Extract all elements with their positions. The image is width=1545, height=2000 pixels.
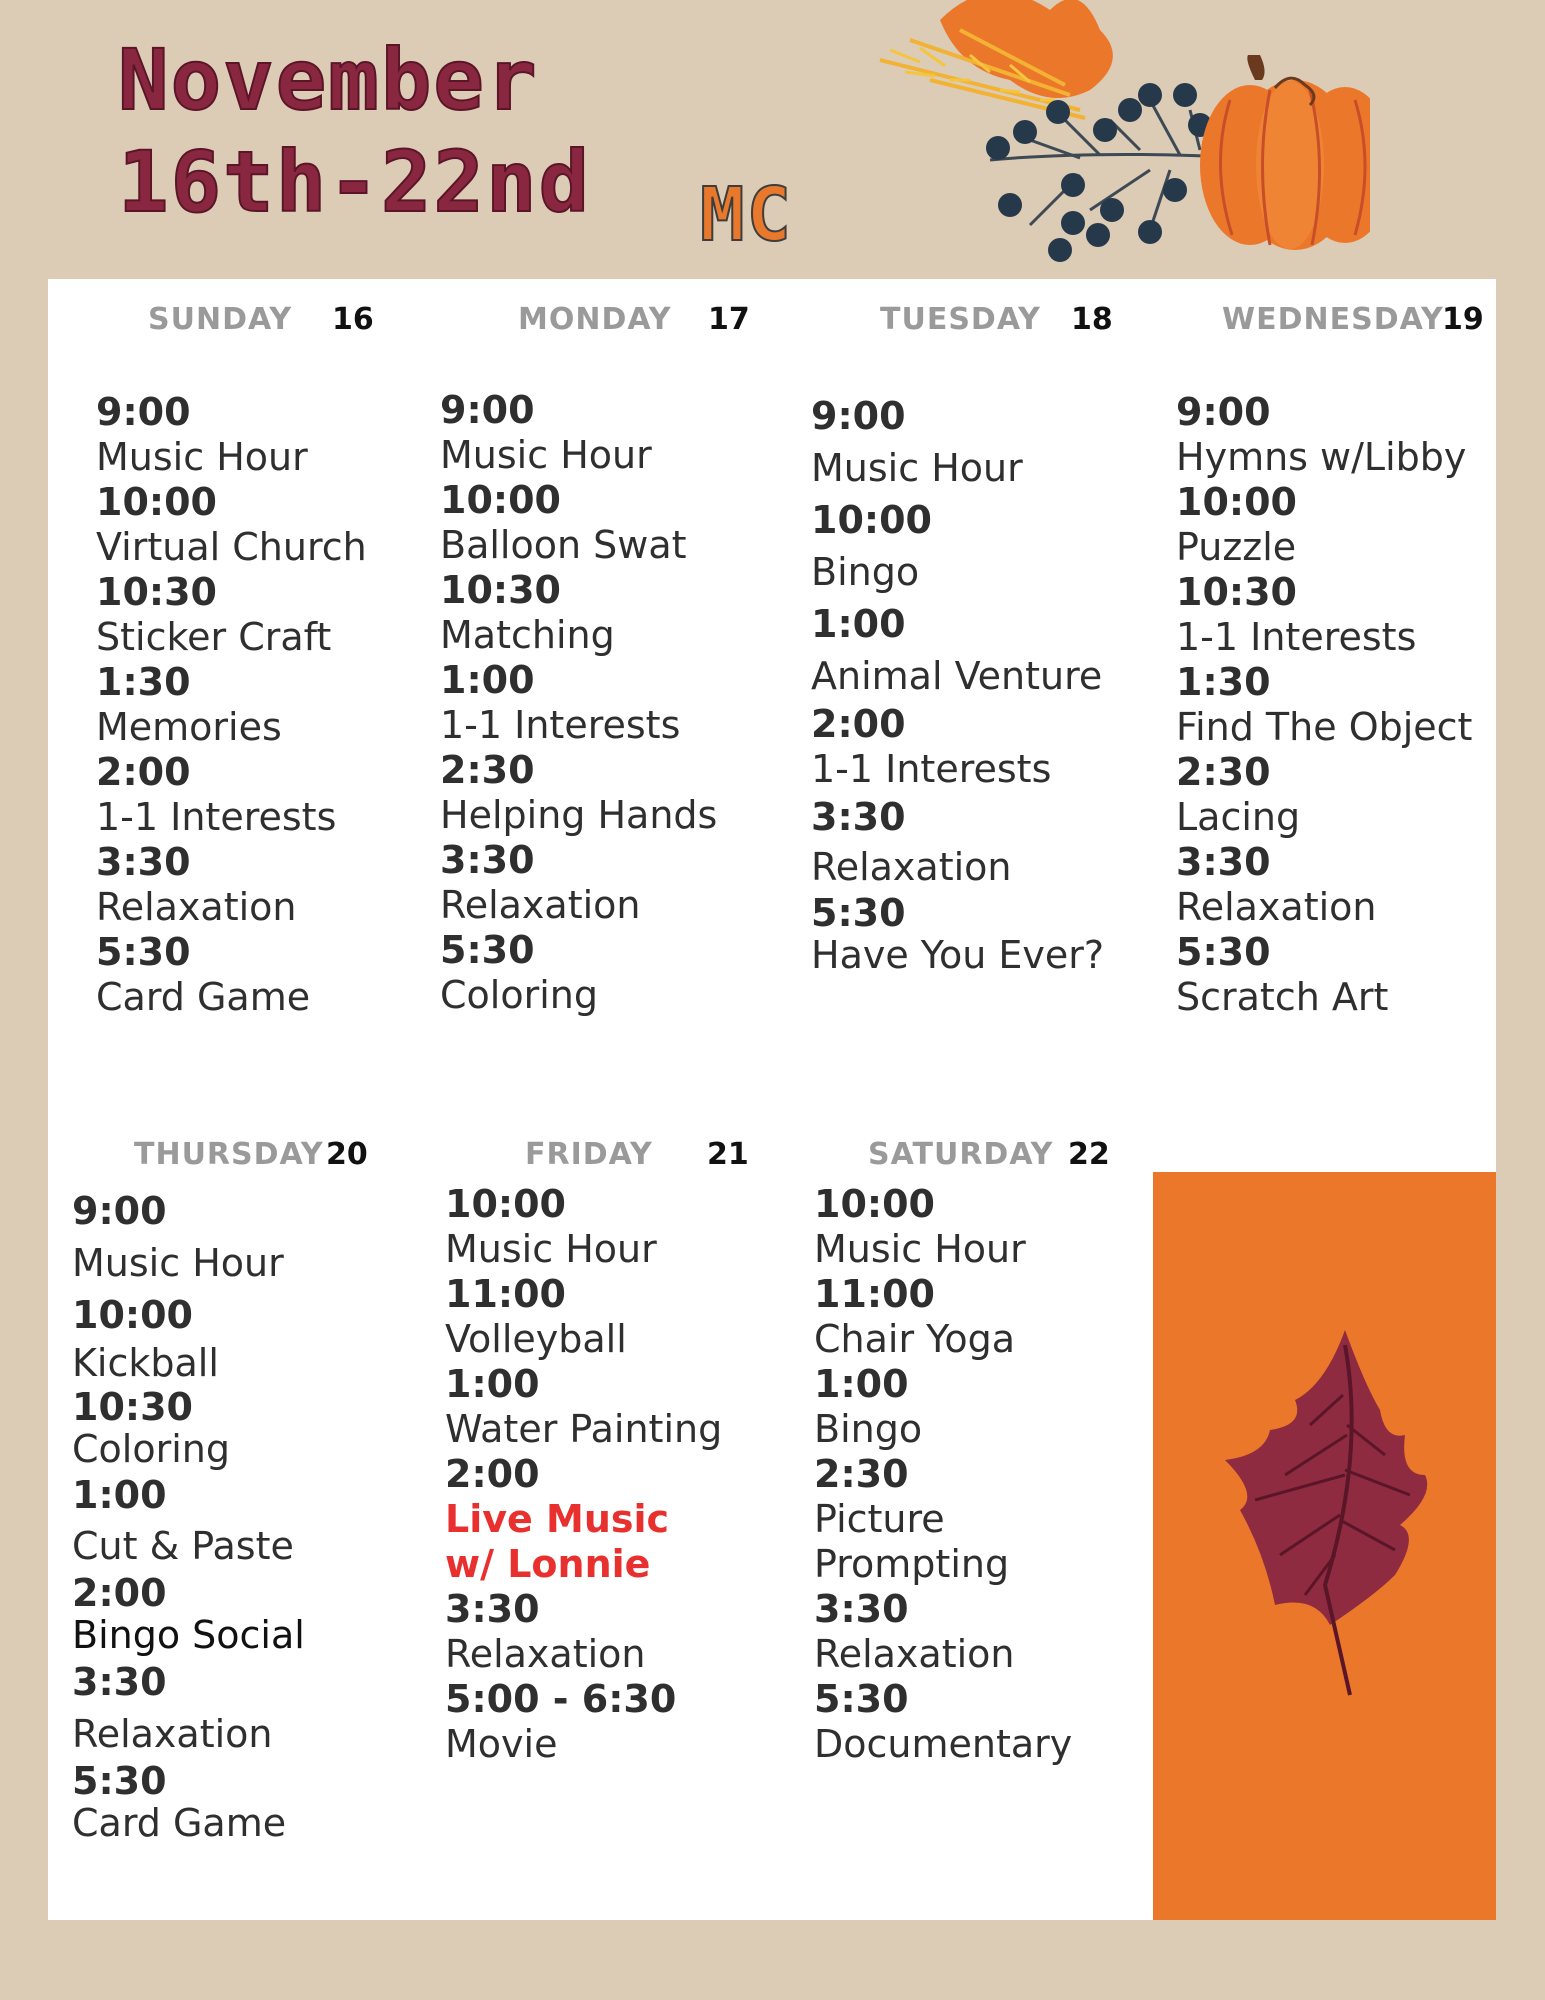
event-time: 5:30 (96, 930, 191, 974)
event-activity: Puzzle (1176, 525, 1297, 569)
event-activity: Coloring (72, 1427, 230, 1471)
event-time: 10:00 (445, 1182, 566, 1226)
event-time: 5:00 - 6:30 (445, 1677, 677, 1721)
day-date-saturday: 22 (1068, 1137, 1110, 1172)
schedule-monday (440, 388, 717, 1018)
mc-logo: MC (700, 172, 794, 258)
event-time: 3:30 (445, 1587, 540, 1631)
event-activity: Relaxation (440, 883, 641, 927)
event-time: 11:00 (445, 1272, 566, 1316)
event-time: 1:00 (72, 1473, 167, 1517)
event-activity: Music Hour (814, 1227, 1026, 1271)
event-time: 3:30 (72, 1660, 167, 1704)
event-time: 2:00 (445, 1452, 540, 1496)
event-activity: 1-1 Interests (1176, 615, 1417, 659)
event-activity: Lacing (1176, 795, 1301, 839)
event-activity: Chair Yoga (814, 1317, 1015, 1361)
autumn-decoration (850, 0, 1370, 280)
event-activity: Coloring (440, 973, 598, 1017)
event-activity: Hymns w/Libby (1176, 435, 1467, 479)
event-activity: 1-1 Interests (96, 795, 337, 839)
event-time: 1:30 (1176, 660, 1271, 704)
day-date-wednesday: 19 (1442, 302, 1484, 337)
event-activity: Kickball (72, 1341, 219, 1385)
day-name-thursday: THURSDAY (134, 1137, 324, 1172)
event-time: 5:30 (1176, 930, 1271, 974)
event-activity: Music Hour (445, 1227, 657, 1271)
schedule-sunday (96, 390, 367, 1020)
schedule-tuesday (811, 390, 1104, 976)
event-activity: Bingo (811, 550, 920, 594)
title-line-2: 16th-22nd (118, 133, 592, 231)
event-activity: Relaxation (811, 845, 1012, 889)
event-activity: Picture Prompting (814, 1497, 1010, 1586)
event-time: 3:30 (96, 840, 191, 884)
title-line-1: November (118, 31, 539, 129)
day-name-tuesday: TUESDAY (880, 302, 1041, 337)
event-time: 1:00 (440, 658, 535, 702)
event-activity: Bingo Social (72, 1613, 305, 1657)
event-time: 1:00 (445, 1362, 540, 1406)
event-activity: Relaxation (1176, 885, 1377, 929)
event-activity: Cut & Paste (72, 1524, 294, 1568)
day-date-sunday: 16 (332, 302, 374, 337)
event-time: 5:30 (811, 891, 906, 935)
event-time: 9:00 (440, 388, 535, 432)
event-time: 2:30 (440, 748, 535, 792)
event-time: 9:00 (811, 394, 906, 438)
event-activity: Have You Ever? (811, 933, 1105, 977)
event-time: 3:30 (814, 1587, 909, 1631)
event-time: 5:30 (440, 928, 535, 972)
event-time: 3:30 (811, 795, 906, 839)
event-activity: Scratch Art (1176, 975, 1389, 1019)
event-time: 1:00 (814, 1362, 909, 1406)
event-time: 3:30 (440, 838, 535, 882)
event-activity: 1-1 Interests (440, 703, 681, 747)
event-activity: Relaxation (96, 885, 297, 929)
event-activity-highlight: Live Music w/ Lonnie (445, 1497, 670, 1586)
schedule-thursday (72, 1185, 305, 1844)
event-time: 11:00 (814, 1272, 935, 1316)
event-activity: Relaxation (72, 1712, 273, 1756)
event-activity: Bingo (814, 1407, 923, 1451)
event-time: 2:00 (72, 1571, 167, 1615)
leaf-icon (1225, 1325, 1435, 1705)
event-time: 10:30 (96, 570, 217, 614)
event-activity: Card Game (96, 975, 311, 1019)
day-name-friday: FRIDAY (525, 1137, 653, 1172)
event-activity: Water Painting (445, 1407, 723, 1451)
event-activity: Sticker Craft (96, 615, 332, 659)
event-activity: Music Hour (72, 1241, 284, 1285)
event-time: 10:30 (1176, 570, 1297, 614)
event-time: 2:30 (814, 1452, 909, 1496)
event-time: 10:00 (440, 478, 561, 522)
schedule-friday (445, 1182, 722, 1767)
day-name-sunday: SUNDAY (148, 302, 293, 337)
day-date-tuesday: 18 (1071, 302, 1113, 337)
event-time: 10:00 (811, 498, 932, 542)
day-date-friday: 21 (707, 1137, 749, 1172)
pumpkin-icon (1200, 55, 1370, 250)
event-activity: 1-1 Interests (811, 747, 1052, 791)
event-time: 10:00 (814, 1182, 935, 1226)
event-activity: Music Hour (440, 433, 652, 477)
event-time: 1:30 (96, 660, 191, 704)
day-name-monday: MONDAY (518, 302, 672, 337)
event-time: 10:30 (440, 568, 561, 612)
event-time: 2:30 (1176, 750, 1271, 794)
event-time: 9:00 (72, 1189, 167, 1233)
event-time: 2:00 (96, 750, 191, 794)
day-date-monday: 17 (708, 302, 750, 337)
event-time: 5:30 (814, 1677, 909, 1721)
autumn-leaves-icon (880, 0, 1113, 118)
event-activity: Volleyball (445, 1317, 627, 1361)
event-time: 10:30 (72, 1385, 193, 1429)
event-activity: Memories (96, 705, 282, 749)
event-activity: Relaxation (445, 1632, 646, 1676)
event-activity: Documentary (814, 1722, 1073, 1766)
event-time: 2:00 (811, 702, 906, 746)
event-time: 3:30 (1176, 840, 1271, 884)
event-time: 9:00 (96, 390, 191, 434)
event-time: 9:00 (1176, 390, 1271, 434)
event-time: 10:00 (96, 480, 217, 524)
schedule-saturday (814, 1182, 1072, 1767)
event-activity: Animal Venture (811, 654, 1103, 698)
day-date-thursday: 20 (326, 1137, 368, 1172)
event-activity: Music Hour (96, 435, 308, 479)
event-time: 5:30 (72, 1759, 167, 1803)
event-activity: Matching (440, 613, 615, 657)
event-activity: Find The Object (1176, 705, 1473, 749)
schedule-wednesday (1176, 390, 1472, 1020)
event-activity: Card Game (72, 1801, 287, 1845)
event-time: 10:00 (1176, 480, 1297, 524)
event-time: 10:00 (72, 1293, 193, 1337)
event-activity: Movie (445, 1722, 558, 1766)
day-name-saturday: SATURDAY (868, 1137, 1054, 1172)
event-activity: Helping Hands (440, 793, 718, 837)
event-time: 1:00 (811, 602, 906, 646)
event-activity: Virtual Church (96, 525, 367, 569)
event-activity: Music Hour (811, 446, 1023, 490)
event-activity: Balloon Swat (440, 523, 687, 567)
event-activity: Relaxation (814, 1632, 1015, 1676)
day-name-wednesday: WEDNESDAY (1222, 302, 1444, 337)
